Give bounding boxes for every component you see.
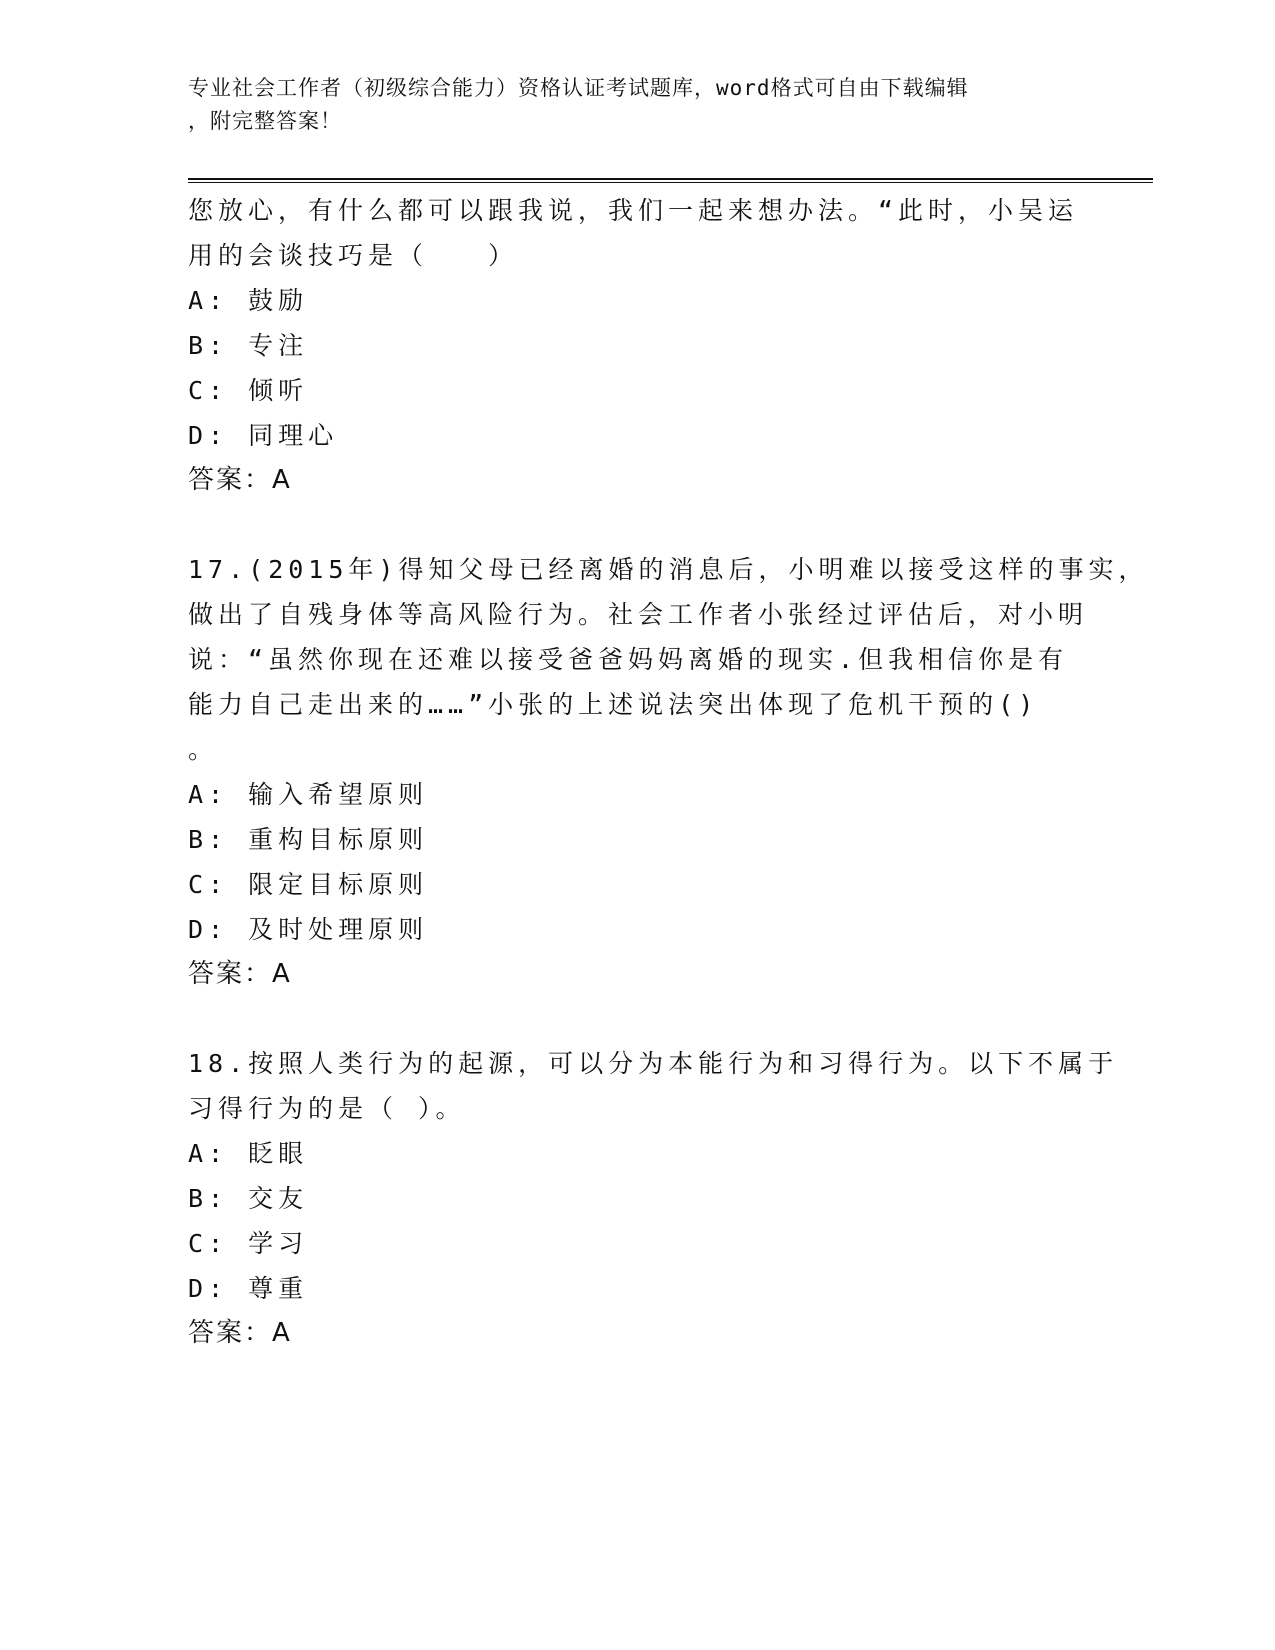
- question-content: [188, 188, 1149, 1356]
- question-17: [188, 547, 1149, 997]
- option-b: B: 专注: [188, 331, 309, 360]
- question-stem-line: 。: [188, 735, 219, 764]
- question-stem-line: 习得行为的是（ ）。: [188, 1094, 466, 1123]
- header-line-2: ，附完整答案！: [188, 109, 342, 133]
- header-line-1: 专业社会工作者（初级综合能力）资格认证考试题库，word格式可自由下载编辑: [188, 76, 969, 100]
- option-a: A: 眨眼: [188, 1139, 309, 1168]
- option-d: D: 及时处理原则: [188, 915, 429, 944]
- option-d: D: 尊重: [188, 1274, 309, 1303]
- question-stem-line: 做出了自残身体等高风险行为。社会工作者小张经过评估后，对小明: [188, 600, 1089, 629]
- answer-line: 答案：A: [188, 465, 292, 495]
- option-c: C: 学习: [188, 1229, 309, 1258]
- option-c: C: 倾听: [188, 376, 309, 405]
- question-stem-line: 您放心，有什么都可以跟我说，我们一起来想办法。“此时，小吴运: [188, 196, 1079, 225]
- answer-line: 答案：A: [188, 1318, 292, 1348]
- question-stem-line: 17.(2015年)得知父母已经离婚的消息后，小明难以接受这样的事实，: [188, 555, 1149, 584]
- option-a: A: 输入希望原则: [188, 780, 429, 809]
- question-stem-line: 用的会谈技巧是（ ）: [188, 241, 519, 270]
- question-18: [188, 1041, 1119, 1356]
- question-stem-line: 18.按照人类行为的起源，可以分为本能行为和习得行为。以下不属于: [188, 1049, 1119, 1078]
- page-header: [188, 72, 1068, 138]
- answer-line: 答案：A: [188, 959, 292, 989]
- option-b: B: 重构目标原则: [188, 825, 429, 854]
- question-stem-line: 说：“虽然你现在还难以接受爸爸妈妈离婚的现实.但我相信你是有: [188, 645, 1069, 674]
- option-b: B: 交友: [188, 1184, 309, 1213]
- question-stem-line: 能力自己走出来的……”小张的上述说法突出体现了危机干预的(): [188, 690, 1039, 719]
- option-d: D: 同理心: [188, 421, 339, 450]
- option-c: C: 限定目标原则: [188, 870, 429, 899]
- header-divider: [188, 178, 1153, 183]
- option-a: A: 鼓励: [188, 286, 309, 315]
- question-16: [188, 188, 1088, 503]
